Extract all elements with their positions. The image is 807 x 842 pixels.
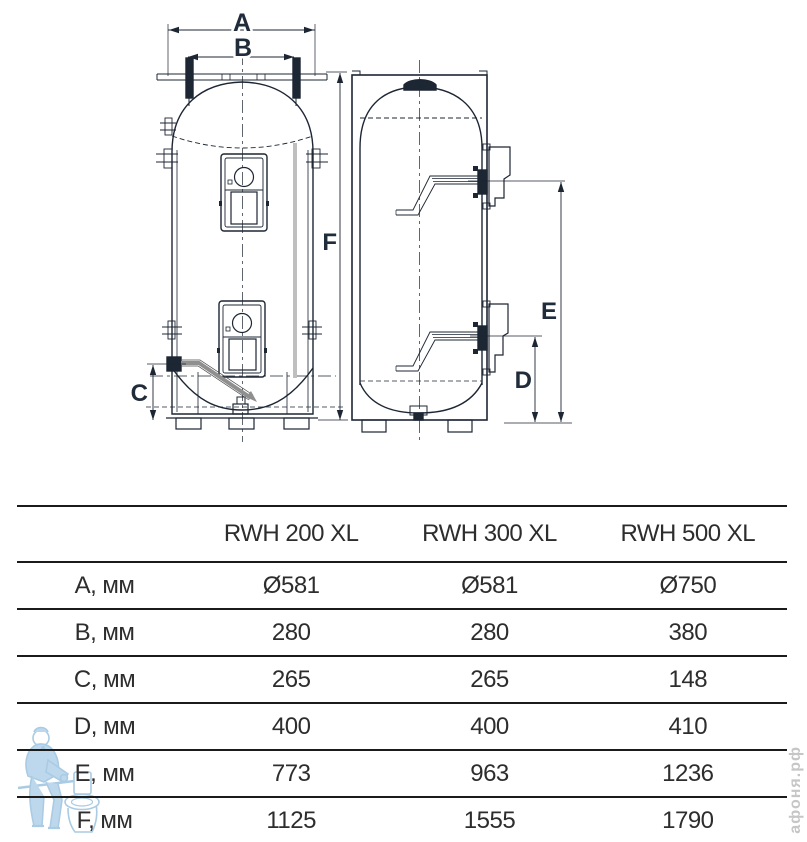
row-label: E, мм bbox=[74, 759, 135, 787]
table-cell: 400 bbox=[271, 712, 311, 740]
table-row bbox=[17, 702, 787, 749]
row-label: C, мм bbox=[73, 665, 136, 693]
dim-label-c: C bbox=[130, 380, 148, 407]
dim-label-a: A bbox=[232, 9, 252, 37]
col-header-rwh-200-xl: RWH 200 XL bbox=[223, 520, 359, 547]
table-header-row bbox=[17, 505, 787, 561]
upper-heating-element bbox=[396, 144, 565, 215]
row-label: B, мм bbox=[74, 618, 135, 646]
front-view bbox=[146, 52, 344, 442]
table-cell: 1236 bbox=[662, 759, 714, 787]
lower-panel bbox=[217, 301, 267, 377]
table-cell: Ø581 bbox=[461, 571, 518, 599]
table-cell: 280 bbox=[470, 618, 509, 646]
table-row bbox=[17, 749, 787, 796]
upper-panel bbox=[219, 154, 269, 231]
dimension-table bbox=[17, 505, 787, 842]
table-row bbox=[17, 796, 787, 842]
table-cell: 1555 bbox=[463, 806, 516, 834]
dim-label-e: E bbox=[540, 298, 557, 325]
side-view bbox=[352, 60, 572, 440]
table-cell: 773 bbox=[271, 759, 311, 787]
row-label: F, мм bbox=[76, 806, 133, 834]
col-header-rwh-500-xl: RWH 500 XL bbox=[620, 520, 756, 547]
dim-label-b: B bbox=[233, 34, 253, 62]
lower-heating-element bbox=[396, 301, 542, 375]
table-cell: 380 bbox=[668, 618, 708, 646]
dim-label-f: F bbox=[322, 229, 337, 256]
wall-clips bbox=[156, 118, 328, 339]
table-row bbox=[17, 608, 787, 655]
dimension-lines bbox=[147, 24, 564, 422]
table-row bbox=[17, 655, 787, 702]
table-cell: 410 bbox=[668, 712, 708, 740]
row-label: D, мм bbox=[73, 712, 136, 740]
dim-label-d: D bbox=[514, 367, 532, 394]
table-cell: 1125 bbox=[266, 806, 316, 834]
table-cell: 400 bbox=[470, 712, 509, 740]
table-cell: 265 bbox=[470, 665, 509, 693]
table-cell: 265 bbox=[271, 665, 311, 693]
table-cell: 1790 bbox=[662, 806, 714, 834]
site-watermark-text: афоня.рф bbox=[787, 746, 804, 834]
table-cell: 280 bbox=[271, 618, 311, 646]
table-row bbox=[17, 561, 787, 608]
row-label: A, мм bbox=[74, 571, 135, 599]
col-header-rwh-300-xl: RWH 300 XL bbox=[422, 520, 557, 547]
table-cell: Ø750 bbox=[659, 571, 717, 599]
table-cell: 148 bbox=[668, 665, 708, 693]
table-cell: Ø581 bbox=[262, 571, 320, 599]
table-cell: 963 bbox=[470, 759, 509, 787]
